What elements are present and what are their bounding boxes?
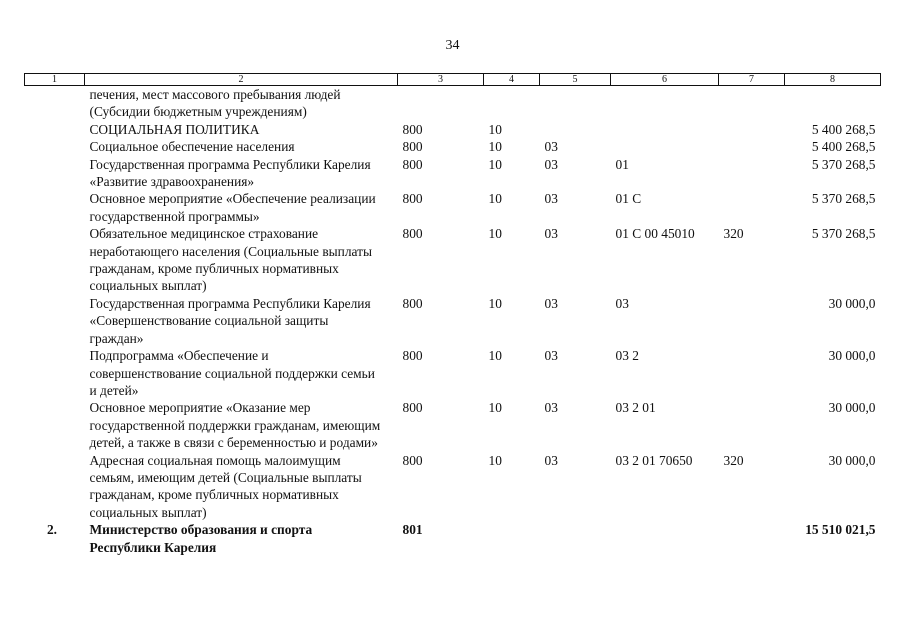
ministry-code-cell: 800: [402, 191, 423, 207]
target-article-cell: 03 2: [615, 348, 639, 364]
table-row: [25, 225, 881, 295]
column-header: 3: [398, 74, 484, 86]
amount-cell: 30 000,0: [828, 400, 876, 416]
subsection-code-cell: 03: [544, 156, 558, 172]
item-name-cell: печения, мест массового пребывания людей (Субсидии бюджетным учреждениям): [89, 87, 341, 120]
section-code-cell: 10: [488, 400, 502, 416]
subsection-code-cell: [540, 521, 611, 556]
item-name-cell: Государственная программа Республики Карелия «Развитие здравоохранения»: [89, 156, 371, 190]
column-header: 2: [85, 74, 398, 86]
table-row: [25, 86, 881, 121]
item-name-cell: Социальное обеспечение населения: [89, 139, 295, 155]
row-number-cell: [25, 225, 85, 295]
column-header: 7: [719, 74, 785, 86]
column-header: 8: [785, 74, 881, 86]
table-row: [25, 156, 881, 191]
row-number-cell: [25, 86, 85, 121]
target-article-cell: 03: [615, 295, 629, 311]
ministry-code-cell: [398, 86, 484, 121]
section-code-cell: 10: [488, 191, 502, 207]
ministry-code-cell: 800: [402, 139, 423, 155]
amount-cell: 5 400 268,5: [811, 121, 876, 137]
column-header: 4: [484, 74, 540, 86]
table-body: [25, 86, 881, 556]
ministry-code-cell: 800: [402, 156, 423, 172]
page-number: 34: [445, 38, 460, 53]
target-article-cell: 03 2 01: [615, 400, 656, 416]
table-row: [25, 399, 881, 451]
ministry-code-cell: 800: [402, 295, 423, 311]
item-name-cell: Государственная программа Республики Карелия «Совершенствование социальной защиты граждан»: [89, 295, 371, 346]
target-article-cell: [611, 121, 719, 138]
section-code-cell: 10: [488, 156, 502, 172]
item-name-cell: Основное мероприятие «Оказание мер государственной поддержки гражданам, имеющим детей, а также в связи с беременностью и родами»: [89, 400, 381, 451]
section-code-cell: 10: [488, 121, 502, 137]
subsection-code-cell: 03: [544, 139, 558, 155]
target-article-cell: [611, 138, 719, 155]
ministry-code-cell: 801: [402, 522, 423, 538]
amount-cell: 30 000,0: [828, 295, 876, 311]
amount-cell: 5 370 268,5: [811, 156, 876, 172]
row-number-cell: [25, 347, 85, 399]
item-name-cell: Адресная социальная помощь малоимущим семьям, имеющим детей (Социальные выплаты гражданам, кроме публичных нормативных социальных выплат): [89, 452, 362, 520]
table-row: [25, 121, 881, 138]
table-row: [25, 190, 881, 225]
row-number-cell: [25, 295, 85, 347]
column-number-row: [25, 74, 881, 86]
ministry-code-cell: 800: [402, 226, 423, 242]
table-row: [25, 521, 881, 556]
ministry-code-cell: 800: [402, 121, 423, 137]
target-article-cell: 03 2 01 70650: [615, 452, 693, 468]
section-code-cell: 10: [488, 139, 502, 155]
section-code-cell: [484, 521, 540, 556]
target-article-cell: 01 С 00 45010: [615, 226, 695, 242]
amount-cell: [785, 86, 881, 121]
amount-cell: 5 370 268,5: [811, 191, 876, 207]
amount-cell: 5 370 268,5: [811, 226, 876, 242]
subsection-code-cell: 03: [544, 226, 558, 242]
subsection-code-cell: 03: [544, 400, 558, 416]
row-number-cell: 2.: [46, 522, 58, 538]
expense-type-cell: [719, 121, 785, 138]
column-header: 1: [25, 74, 85, 86]
item-name-cell: Министерство образования и спорта Республики Карелия: [89, 522, 313, 555]
table-row: [25, 295, 881, 347]
ministry-code-cell: 800: [402, 348, 423, 364]
subsection-code-cell: 03: [544, 348, 558, 364]
section-code-cell: 10: [488, 226, 502, 242]
row-number-cell: [25, 190, 85, 225]
expense-type-cell: [719, 86, 785, 121]
amount-cell: 30 000,0: [828, 348, 876, 364]
amount-cell: 5 400 268,5: [811, 139, 876, 155]
amount-cell: 15 510 021,5: [805, 522, 876, 538]
ministry-code-cell: 800: [402, 452, 423, 468]
section-code-cell: 10: [488, 348, 502, 364]
target-article-cell: [611, 86, 719, 121]
expense-type-cell: [719, 156, 785, 191]
item-name-cell: СОЦИАЛЬНАЯ ПОЛИТИКА: [89, 121, 260, 137]
subsection-code-cell: 03: [544, 452, 558, 468]
column-header: 5: [540, 74, 611, 86]
row-number-cell: [25, 452, 85, 522]
section-code-cell: 10: [488, 452, 502, 468]
expense-type-cell: [719, 138, 785, 155]
expense-type-cell: [719, 399, 785, 451]
expense-type-cell: 320: [723, 452, 744, 468]
subsection-code-cell: 03: [544, 191, 558, 207]
target-article-cell: 01: [615, 156, 629, 172]
expense-type-cell: [719, 347, 785, 399]
row-number-cell: [25, 156, 85, 191]
table-row: [25, 347, 881, 399]
column-header: 6: [611, 74, 719, 86]
subsection-code-cell: [540, 121, 611, 138]
item-name-cell: Основное мероприятие «Обеспечение реализации государственной программы»: [89, 191, 376, 224]
budget-table: [24, 73, 881, 556]
expense-type-cell: 320: [723, 226, 744, 242]
expense-type-cell: [719, 295, 785, 347]
target-article-cell: [611, 521, 719, 556]
amount-cell: 30 000,0: [828, 452, 876, 468]
expense-type-cell: [719, 521, 785, 556]
ministry-code-cell: 800: [402, 400, 423, 416]
section-code-cell: [484, 86, 540, 121]
table-row: [25, 138, 881, 155]
row-number-cell: [25, 121, 85, 138]
item-name-cell: Обязательное медицинское страхование неработающего населения (Социальные выплаты гражданам, кроме публичных нормативных социальных выплат): [89, 226, 372, 294]
subsection-code-cell: [540, 86, 611, 121]
row-number-cell: [25, 138, 85, 155]
subsection-code-cell: 03: [544, 295, 558, 311]
item-name-cell: Подпрограмма «Обеспечение и совершенствование социальной поддержки семьи и детей»: [89, 348, 375, 398]
expense-type-cell: [719, 190, 785, 225]
section-code-cell: 10: [488, 295, 502, 311]
row-number-cell: [25, 399, 85, 451]
target-article-cell: 01 С: [615, 191, 642, 207]
table-row: [25, 452, 881, 522]
